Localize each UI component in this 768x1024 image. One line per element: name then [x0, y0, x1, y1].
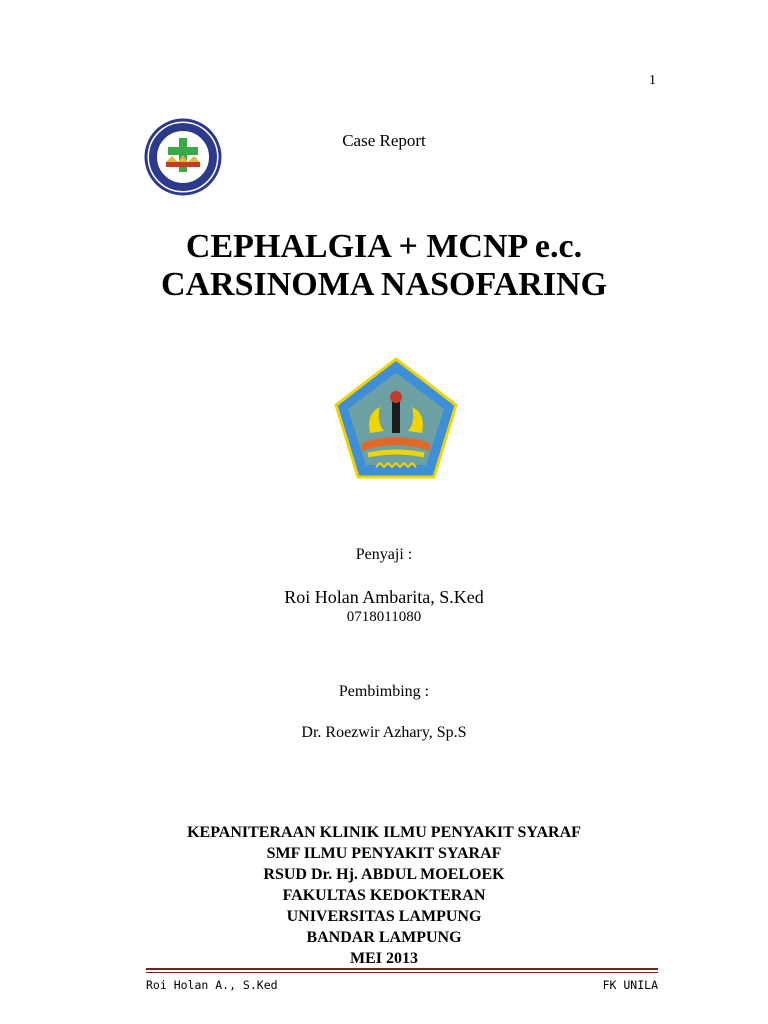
footer-rule [146, 968, 658, 970]
institution-line: KEPANITERAAN KLINIK ILMU PENYAKIT SYARAF [187, 824, 581, 841]
institution-line: MEI 2013 [350, 950, 418, 967]
institution-line: UNIVERSITAS LAMPUNG [286, 908, 482, 925]
institution-line: RSUD Dr. Hj. ABDUL MOELOEK [263, 866, 505, 883]
title-line-2: CARSINOMA NASOFARING [160, 266, 608, 303]
page-number: 1 [649, 73, 656, 88]
hospital-logo [144, 118, 222, 196]
institution-block [0, 822, 768, 969]
title-line-1: CEPHALGIA + MCNP e.c. [185, 228, 583, 265]
document-title [0, 228, 768, 304]
institution-line: BANDAR LAMPUNG [306, 929, 462, 946]
institution-line: SMF ILMU PENYAKIT SYARAF [266, 845, 502, 862]
presenter-id: 0718011080 [346, 609, 422, 625]
footer-rule-thin [146, 972, 658, 973]
presenter-name: Roi Holan Ambarita, S.Ked [284, 587, 484, 607]
university-logo [332, 355, 460, 483]
presenter-label: Penyaji : [355, 546, 413, 563]
supervisor-label: Pembimbing : [338, 683, 430, 700]
document-type: Case Report [342, 131, 426, 150]
institution-line: FAKULTAS KEDOKTERAN [282, 887, 486, 904]
footer-author: Roi Holan A., S.Ked [146, 978, 278, 992]
supervisor-name: Dr. Roezwir Azhary, Sp.S [301, 724, 467, 741]
footer-institution: FK UNILA [602, 978, 658, 992]
